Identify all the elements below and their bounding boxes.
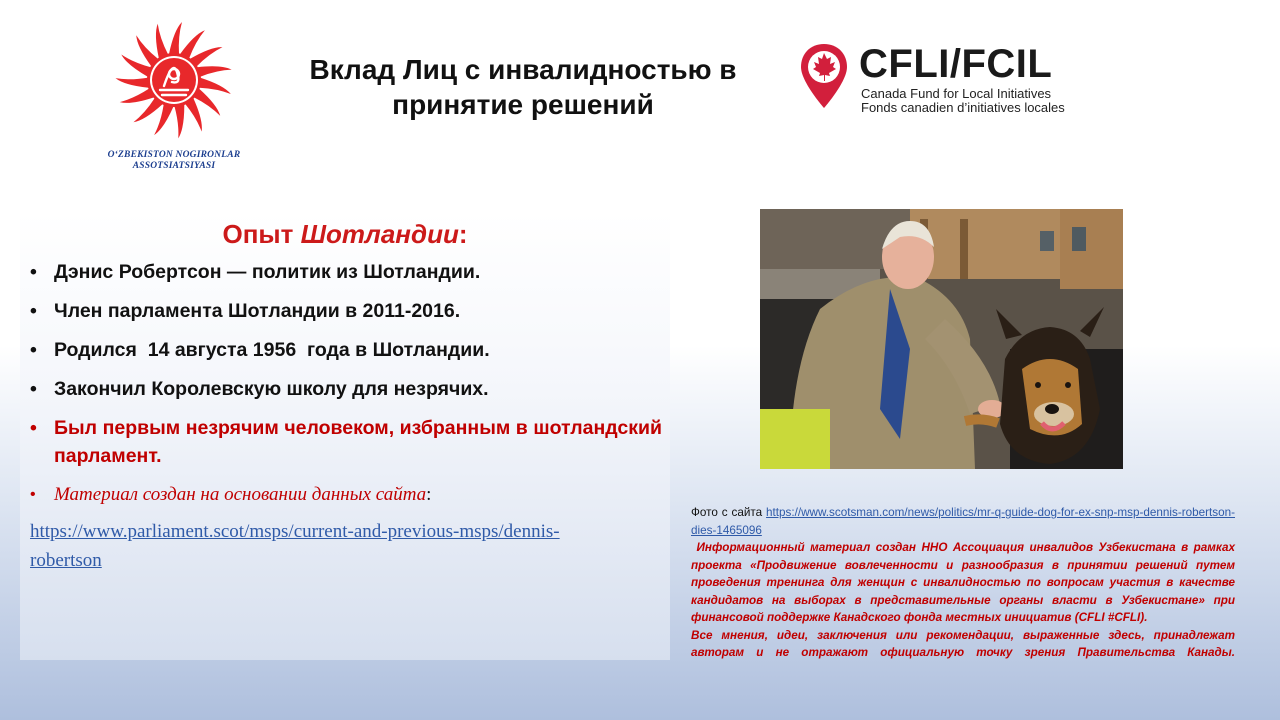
association-name: O‘ZBEKISTON NOGIRONLAR ASSOTSIATSIYASI [107, 150, 241, 171]
cfli-subtitle-fr: Fonds canadien d’initiatives locales [861, 100, 1065, 115]
list-item: • Родился 14 августа 1956 года в Шотландии. [30, 339, 490, 361]
source-note: • Материал создан на основании данных сайта: [30, 484, 432, 505]
list-item: • Член парламента Шотландии в 2011-2016. [30, 300, 461, 322]
association-logo [96, 14, 252, 180]
list-item: • Закончил Королевскую школу для незрячих. [30, 378, 489, 400]
section-title: Опыт Шотландии: [222, 219, 468, 249]
photo-caption [691, 504, 1235, 662]
sun-emblem-icon [96, 14, 252, 150]
photo-source-link[interactable]: https://www.scotsman.com/news/politics/mr-q-guide-dog-for-ex-snp-msp-dennis-robertson-dies-1465096 [691, 506, 1235, 537]
photo-credit: Фото с сайта https://www.scotsman.com/news/politics/mr-q-guide-dog-for-ex-snp-msp-dennis-robertson-dies-1465096 [691, 506, 1235, 537]
project-info: Информационный материал создан ННО Ассоциация инвалидов Узбекистана в рамках проекта «Продвижение вовлеченности и разнообразия в принятии решений путем проведения тренинга для женщин с инвалидностью по вопросам участия в качестве кандидатов на выборах в представительные органы власти в Узбекистане» при финансовой поддержке Канадского фонда местных инициатив (CFLI #CFLI). [691, 541, 1235, 624]
list-item-highlight: • Был первым незрячим человеком, избранным в шотландский парламент. [30, 417, 662, 467]
disclaimer: Все мнения, идеи, заключения или рекомендации, выраженные здесь, принадлежат авторам и не отражают официальную точку зрения Правительства Канады. [691, 628, 1235, 659]
cfli-brand: CFLI/FCIL [859, 42, 1053, 86]
list-item: • Дэнис Робертсон — политик из Шотландии. [30, 261, 481, 283]
slide-title [268, 52, 778, 122]
parliament-link[interactable]: https://www.parliament.scot/msps/current-and-previous-msps/dennis-robertson [30, 521, 560, 571]
bullet-list [30, 258, 662, 480]
cfli-logo [785, 32, 1122, 122]
title-line-2: принятие решений [392, 89, 654, 120]
cfli-subtitle-en: Canada Fund for Local Initiatives [861, 86, 1052, 101]
content-panel [20, 212, 670, 660]
maple-leaf-pin-icon [799, 42, 849, 112]
photo-illustration [760, 209, 1123, 469]
title-line-1: Вклад Лиц с инвалидностью в [309, 54, 737, 85]
photo-man-with-guide-dog [760, 209, 1123, 469]
